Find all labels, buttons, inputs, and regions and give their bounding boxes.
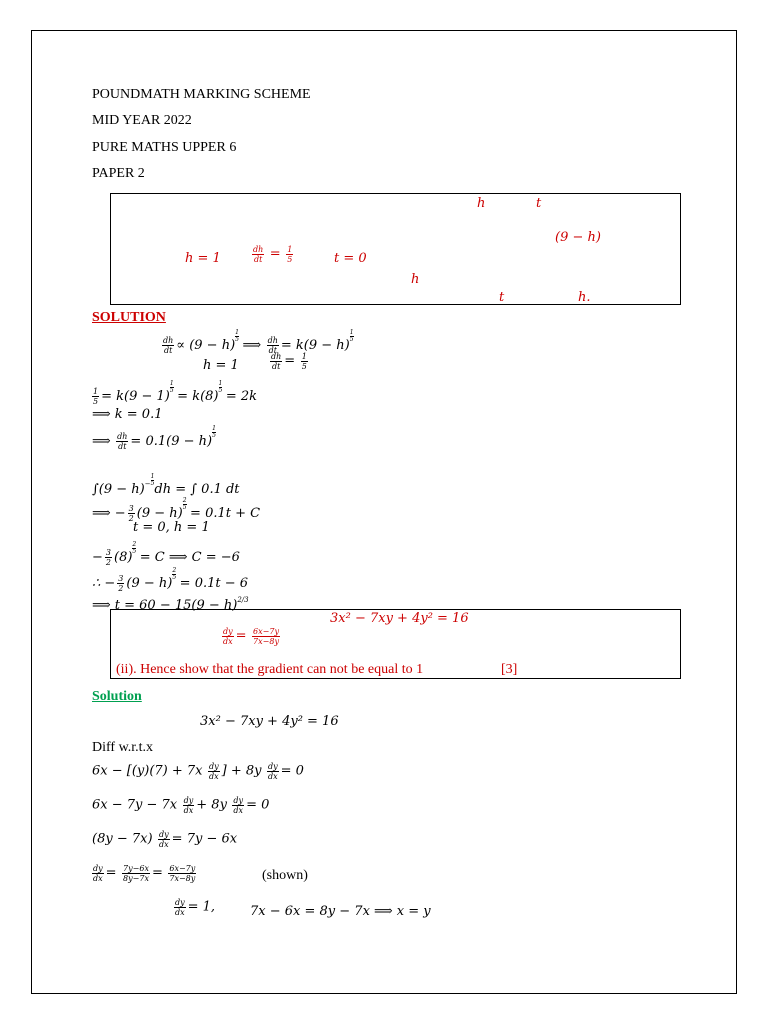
sol2-step-3: (8y − 7x) $\frac{dy}{dx}$ = 7y − 6x	[92, 830, 238, 849]
question-1-box	[110, 193, 681, 305]
sol2-diff-label: Diff w.r.t.x	[92, 740, 154, 755]
sol1-line-3: $\frac{1}{5}$ = k(9 − 1) $\frac{1}{5}$ = k(8) $\frac{1}{5}$ = 2k	[93, 380, 258, 407]
sol1-line-2-dhdt: $\frac{dh}{dt}$ = $\frac{1}{5}$	[271, 352, 307, 371]
sol1-line-10: ∴ − $\frac{3}{2}$ (9 − h) $\frac{2}{5}$ = 0.1t − 6	[92, 567, 249, 594]
q1-box-dhdt: $\frac{dh}{dt}$ = $\frac{1}{5}$	[253, 245, 293, 264]
q1-box-t: t	[536, 196, 542, 211]
sol1-line-7: ⟹ − $\frac{3}{2}$ (9 − h) $\frac{2}{5}$ = 0.1t + C	[92, 497, 261, 524]
sol1-line-6: ∫(9 − h)− $\frac{1}{5}$ dh = ∫ 0.1 dt	[92, 473, 240, 497]
sol1-line-8: t = 0, h = 1	[133, 520, 210, 535]
sol2-equation: 3x² − 7xy + 4y² = 16	[200, 714, 339, 729]
header-line-1: POUNDMATH MARKING SCHEME	[92, 87, 311, 102]
sol2-shown: (shown)	[262, 868, 308, 883]
solution-1-label: SOLUTION	[92, 310, 166, 325]
sol1-line-1: $\frac{dh}{dt}$ ∝ (9 − h) $\frac{1}{5}$ ⟹ $\frac{dh}{dt}$ = k(9 − h) $\frac{1}{5}$	[163, 329, 354, 356]
q2-box-derivative: $\frac{dy}{dx}$ = $\frac{6x-7y}{7x-8y}$	[223, 627, 279, 646]
q1-box-t-2: t	[499, 290, 505, 305]
q2-marks: [3]	[501, 662, 518, 677]
sol1-line-2-h: h = 1	[203, 358, 239, 373]
q1-box-h-equals-1: h = 1	[185, 251, 221, 266]
q1-box-h: h	[477, 196, 486, 211]
sol2-step-4: $\frac{dy}{dx}$ = $\frac{7y-6x}{8y-7x}$ = $\frac{6x-7y}{7x-8y}$	[93, 864, 196, 883]
q1-box-h-2: h	[411, 272, 420, 287]
q2-box-equation: 3x² − 7xy + 4y² = 16	[330, 611, 469, 626]
sol1-line-5: ⟹ $\frac{dh}{dt}$ = 0.1(9 − h) $\frac{1}{5}$	[92, 425, 216, 452]
sol2-step-5: $\frac{dy}{dx}$ = 1,	[175, 898, 216, 917]
solution-2-label: Solution	[92, 689, 142, 704]
q1-box-9-minus-h: (9 − h)	[555, 230, 601, 245]
sol2-step-5-b: 7x − 6x = 8y − 7x ⟹ x = y	[250, 904, 431, 919]
header-line-3: PURE MATHS UPPER 6	[92, 140, 237, 155]
q2-part-ii: (ii). Hence show that the gradient can not be equal to 1	[116, 662, 424, 677]
sol1-line-4: ⟹ k = 0.1	[92, 407, 163, 422]
header-line-4: PAPER 2	[92, 166, 145, 181]
sol1-line-11: ⟹ $t = 60 - 15(9 - h)^{2/3}$	[92, 596, 249, 613]
header-line-2: MID YEAR 2022	[92, 113, 192, 128]
q1-box-t-equals-0: t = 0	[334, 251, 367, 266]
sol2-step-2: 6x − 7y − 7x $\frac{dy}{dx}$ + 8y $\frac{dy}{dx}$ = 0	[92, 796, 270, 815]
sol2-step-1: 6x − [(y)(7) + 7x $\frac{dy}{dx}$ ] + 8y $\frac{dy}{dx}$ = 0	[92, 762, 304, 781]
sol1-line-9: − $\frac{3}{2}$ (8) $\frac{2}{5}$ = C ⟹ C = −6	[92, 541, 240, 568]
q1-box-h-3: h.	[578, 290, 591, 305]
